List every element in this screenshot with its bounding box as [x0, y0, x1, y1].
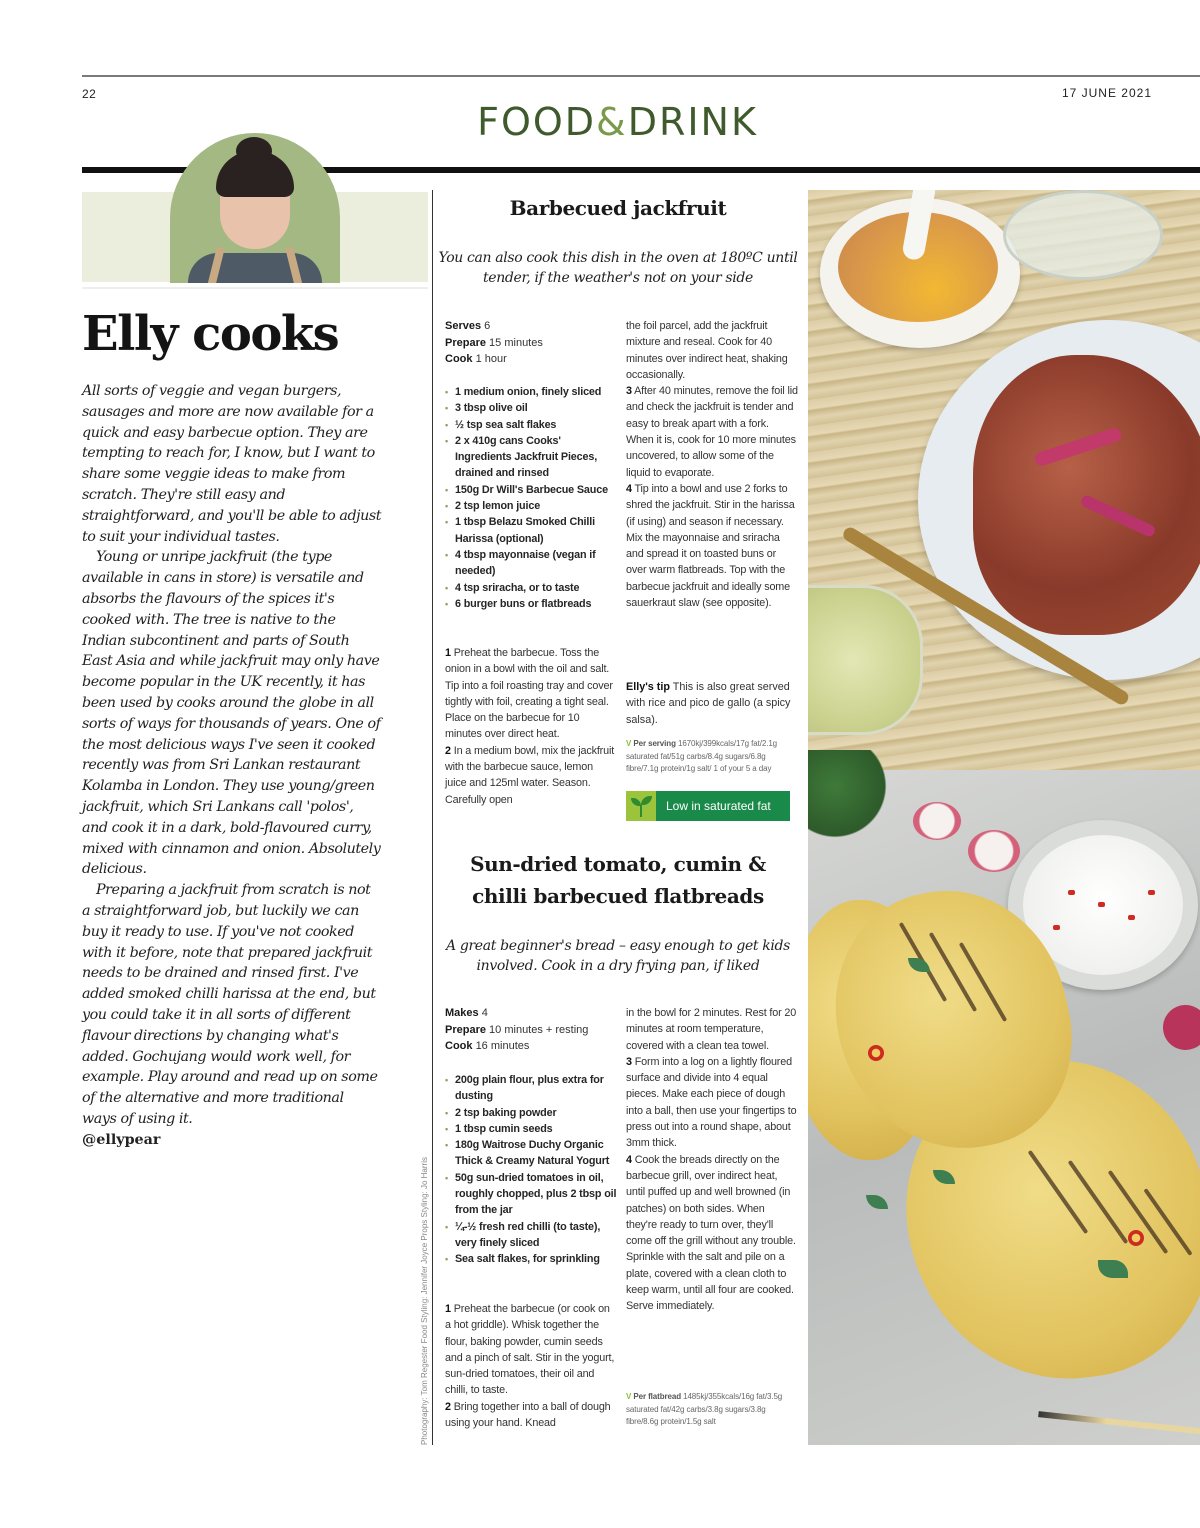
- method-step: the foil parcel, add the jackfruit mixture and reseal. Cook for 40 minutes over indirect heat, shaking occasionally.: [626, 320, 788, 381]
- radish-slice: [913, 802, 961, 840]
- author-avatar: [170, 133, 340, 283]
- ingredient-item: • 1 medium onion, finely sliced: [445, 384, 617, 400]
- method-step: 3 After 40 minutes, remove the foil lid and check the jackfruit is tender and easy to break apart with a fork. When it is, cook for 10 more minutes uncovered, to allow some of the liquid to evaporate.: [626, 385, 798, 479]
- method-step: 2 In a medium bowl, mix the jackfruit with the barbecue sauce, lemon juice and 125ml water. Season. Carefully open: [445, 744, 615, 806]
- leaf-icon: [626, 791, 656, 821]
- recipe2-title-line1: Sun-dried tomato, cumin &: [470, 852, 766, 876]
- chilli-fleck: [1148, 890, 1155, 895]
- ingredient-item: • 4 tsp sriracha, or to taste: [445, 580, 617, 596]
- method-step: 1 Preheat the barbecue (or cook on a hot griddle). Whisk together the flour, baking powder, cumin seeds and a pinch of salt. Stir in the yogurt, sun-dried tomatoes, their oil and chilli, to taste.: [445, 1303, 615, 1397]
- chilli-slice: [868, 1045, 884, 1061]
- recipe2-title-line2: chilli barbecued flatbreads: [472, 884, 764, 908]
- section-title-food: FOOD: [477, 100, 597, 144]
- recipe2-cook: Cook 16 minutes: [445, 1040, 530, 1052]
- recipe1-ingredients: [445, 384, 617, 612]
- recipe1-nutrition: V Per serving 1670kj/399kcals/17g fat/2.1g saturated fat/51g carbs/8.4g sugars/6.8g fibre/7.1g protein/1g salt/ 1 of your 5 a day: [626, 739, 778, 773]
- avatar-hair-bun: [236, 137, 272, 165]
- ingredient-item: • Sea salt flakes, for sprinkling: [445, 1251, 617, 1267]
- badge-label: Low in saturated fat: [656, 791, 790, 821]
- chilli-slice: [1128, 1230, 1144, 1246]
- method-step: 3 Form into a log on a lightly floured surface and divide into 4 equal pieces. Make each piece of dough into a ball, then use your fingertips to press out into a round shape, about 3mm thick.: [626, 1055, 797, 1150]
- byline-underline: [82, 287, 428, 289]
- water-glass: [1003, 190, 1163, 280]
- ingredient-item: • 4 tbsp mayonnaise (vegan if needed): [445, 547, 617, 580]
- column-paragraph: Young or unripe jackfruit (the type available in cans in store) is versatile and absorbs the flavours of the spices it's cooked with. The tree is native to the Indian subcontinent and parts of South East Asia and while jackfruit may only have become popular in the UK recently, it has been used by cooks around the globe in all sorts of ways for thousands of years. One of the most delicious ways I've seen it cooked recently was from Sri Lankan restaurant Kolamba in London. They use young/green jackfruit, which Sri Lankans call 'polos', and cook it in a dark, bold-flavoured curry, mixed with cinnamon and onion. Absolutely delicious.: [82, 549, 381, 878]
- recipe2-makes: Makes 4: [445, 1007, 488, 1019]
- ingredient-item: • ¼-½ fresh red chilli (to taste), very finely sliced: [445, 1219, 617, 1252]
- ingredient-item: • 2 tsp lemon juice: [445, 498, 617, 514]
- recipe1-method-col2: [626, 318, 798, 611]
- herb-sprig: [808, 750, 898, 840]
- chilli-fleck: [1098, 902, 1105, 907]
- ingredient-item: • 150g Dr Will's Barbecue Sauce: [445, 482, 617, 498]
- recipe1-meta: [445, 318, 620, 368]
- section-title-ampersand: &: [596, 100, 628, 144]
- ingredient-item: • 200g plain flour, plus extra for dusting: [445, 1072, 617, 1105]
- ingredient-item: • 6 burger buns or flatbreads: [445, 596, 617, 612]
- column-paragraph: Preparing a jackfruit from scratch is not a straightforward job, but luckily we can buy it ready to use. If you've not cooked with it before, note that prepared jackfruit needs to be drained and rinsed first. I've added smoked chilli harissa at the end, but you could take it in all sorts of different flavour directions by changing what's added. Gochujang would work well, for example. Play around and read up on some of the alternative and more traditional ways of using it.: [82, 882, 378, 1127]
- column-headline: Elly cooks: [82, 306, 339, 362]
- ingredient-item: • 1 tbsp Belazu Smoked Chilli Harissa (optional): [445, 514, 617, 547]
- recipe1-title: Barbecued jackfruit: [509, 196, 727, 220]
- author-handle-link[interactable]: @ellypear: [82, 1131, 161, 1148]
- recipe1-cook: Cook 1 hour: [445, 353, 507, 365]
- column-paragraph: All sorts of veggie and vegan burgers, sausages and more are now available for a quick and easy barbecue option. They are tempting to reach for, I know, but I want to share some veggie ideas to make from scratch. They're still easy and straightforward, and you'll be able to adjust to suit your individual tastes.: [82, 383, 382, 545]
- ingredient-item: • 1 tbsp cumin seeds: [445, 1121, 617, 1137]
- leaf-stem: [640, 805, 642, 817]
- radish: [1163, 1005, 1200, 1050]
- low-saturated-fat-badge: [626, 791, 790, 821]
- ingredient-item: • ½ tsp sea salt flakes: [445, 417, 617, 433]
- recipe1-tip: Elly's tip This is also great served with rice and pico de gallo (a spicy salsa).: [626, 681, 791, 726]
- recipe2-ingredients: [445, 1072, 617, 1268]
- ingredient-item: • 2 tsp baking powder: [445, 1105, 617, 1121]
- chilli-fleck: [1068, 890, 1075, 895]
- recipe2-meta: [445, 1005, 620, 1055]
- recipe1-strap: You can also cook this dish in the oven at 180ºC until tender, if the weather's not on your side: [438, 250, 798, 286]
- top-rule: [82, 75, 1200, 77]
- vegetarian-icon: V: [626, 739, 632, 748]
- section-title-drink: DRINK: [627, 100, 758, 144]
- recipe1-method-col1: [445, 645, 617, 808]
- recipe2-strap: A great beginner's bread – easy enough to get kids involved. Cook in a dry frying pan, if liked: [445, 938, 791, 974]
- recipe2-nutrition: V Per flatbread 1485kj/355kcals/16g fat/3.5g saturated fat/42g carbs/3.8g sugars/3.8g fibre/8.6g protein/1.5g salt: [626, 1392, 783, 1426]
- radish-slice: [968, 830, 1020, 872]
- ingredient-item: • 50g sun-dried tomatoes in oil, roughly chopped, plus 2 tbsp oil from the jar: [445, 1170, 617, 1219]
- recipe2-method-col2: [626, 1005, 798, 1315]
- recipe1-prepare: Prepare 15 minutes: [445, 336, 543, 349]
- chilli-fleck: [1053, 925, 1060, 930]
- recipe2-title: [436, 848, 800, 912]
- method-step: 1 Preheat the barbecue. Toss the onion in a bowl with the oil and salt. Tip into a foil roasting tray and cover tightly with foil, creating a tight seal. Place on the barbecue for 10 minutes over direct heat.: [445, 647, 613, 741]
- page-number: 22: [82, 87, 97, 101]
- recipe2-prepare: Prepare 10 minutes + resting: [445, 1023, 589, 1036]
- column-body: [82, 381, 382, 1150]
- photo-credit: Photography: Tom Regester Food Styling: Jennifer Joyce Props Styling: Jo Harris: [420, 1157, 429, 1445]
- method-step: 2 Bring together into a ball of dough using your hand. Knead: [445, 1400, 611, 1430]
- wine-glass: [808, 585, 923, 735]
- issue-date: 17 JUNE 2021: [1061, 86, 1152, 100]
- ingredient-item: • 3 tbsp olive oil: [445, 400, 617, 416]
- vegetarian-icon: V: [626, 1392, 632, 1401]
- ingredient-item: • 180g Waitrose Duchy Organic Thick & Creamy Natural Yogurt: [445, 1137, 617, 1170]
- recipe2-method-col1: [445, 1301, 617, 1431]
- method-step: in the bowl for 2 minutes. Rest for 20 minutes at room temperature, covered with a clean tea towel.: [626, 1007, 797, 1052]
- method-step: 4 Tip into a bowl and use 2 forks to shred the jackfruit. Stir in the harissa (if using) and season if necessary. Mix the mayonnaise and sriracha and spread it on toasted buns or over warm flatbreads. Top with the barbecue jackfruit and ideally some sauerkraut slaw (see opposite).: [626, 482, 795, 610]
- column-divider: [432, 190, 433, 1445]
- chilli-fleck: [1128, 915, 1135, 920]
- section-title: [0, 100, 1200, 144]
- recipe1-serves: Serves 6: [445, 320, 491, 332]
- ingredient-item: • 2 x 410g cans Cooks' Ingredients Jackfruit Pieces, drained and rinsed: [445, 433, 617, 482]
- method-step: 4 Cook the breads directly on the barbecue grill, over indirect heat, until puffed up and well browned (in patches) on both sides. When they're ready to turn over, they'll come off the grill without any trouble. Sprinkle with the salt and pile on a plate, covered with a clean cloth to keep warm, until all four are cooked. Serve immediately.: [626, 1153, 796, 1313]
- food-photo: [808, 190, 1200, 1445]
